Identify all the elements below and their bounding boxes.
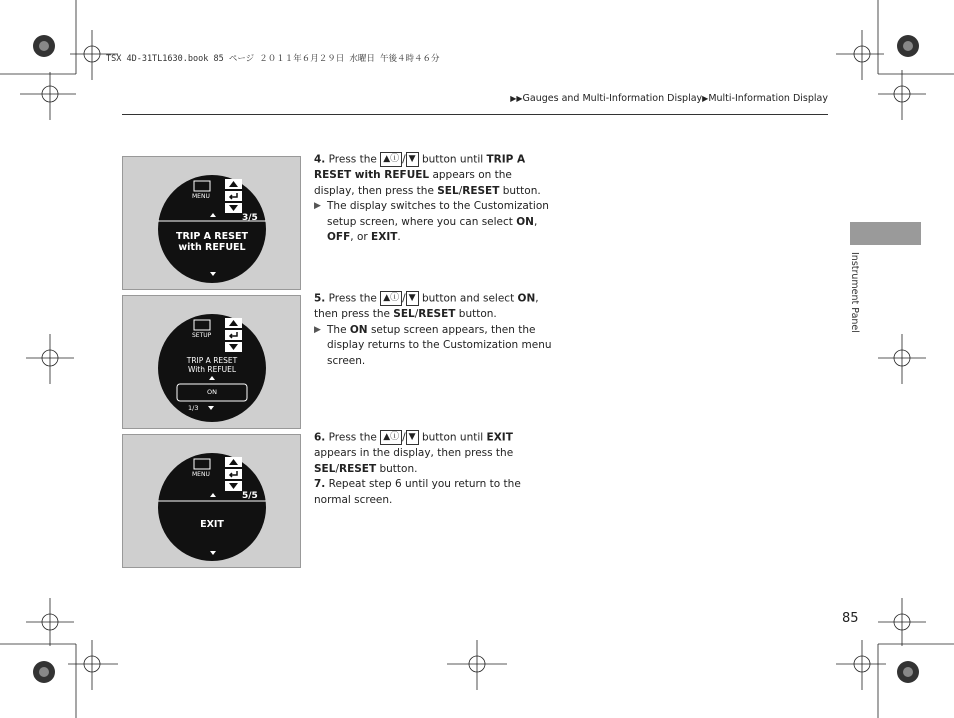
breadcrumb [510, 93, 828, 104]
display-panel-1 [122, 156, 301, 290]
step-4: 4. Press the ▲ⓘ / ▼ button until TRIP A RESET with REFUEL appears on the display, then press the SEL/RESET button. ▶ The display switches to the Customization setup screen, where you can select ON, OFF, or EXIT. [314, 152, 554, 246]
down-button-icon: ▼ [406, 152, 419, 167]
print-meta: TSX 4D-31TL1630.book 85 ページ ２０１１年６月２９日 水曜日 午後４時４６分 [106, 54, 440, 64]
display-screen [158, 314, 266, 422]
page-number: 85 [842, 611, 859, 626]
display-graphics [158, 453, 266, 561]
step-4-note: ▶ The display switches to the Customization setup screen, where you can select ON, OFF, or EXIT. [314, 200, 549, 243]
display-line-2: With REFUEL [187, 365, 237, 374]
display-line-1: TRIP A RESET [176, 231, 248, 242]
display-counter: 5/5 [242, 491, 258, 501]
up-info-button-icon: ▲ⓘ [380, 430, 402, 445]
display-panel-2 [122, 295, 301, 429]
breadcrumb-page[interactable]: Multi-Information Display [708, 93, 828, 104]
header-rule [122, 114, 828, 115]
triangle-bullet-icon: ▶ [314, 324, 321, 335]
up-info-button-icon: ▲ⓘ [380, 152, 402, 167]
display-line-1: EXIT [200, 519, 224, 530]
display-tag: MENU [192, 471, 210, 478]
display-screen [158, 175, 266, 283]
step-5-note: ▶ The ON setup screen appears, then the display returns to the Customization menu screen. [314, 323, 552, 367]
side-tab-label: Instrument Panel [849, 252, 860, 333]
breadcrumb-separator: ▶ [702, 94, 709, 103]
display-tag: SETUP [192, 332, 212, 339]
down-button-icon: ▼ [406, 291, 419, 306]
breadcrumb-arrow: ▶▶ [510, 94, 523, 103]
display-line-2: with REFUEL [178, 242, 246, 253]
display-panel-3 [122, 434, 301, 568]
display-counter: 3/5 [242, 213, 258, 223]
down-button-icon: ▼ [406, 430, 419, 445]
display-tag: MENU [192, 193, 210, 200]
display-graphics [158, 175, 266, 283]
up-info-button-icon: ▲ⓘ [380, 291, 402, 306]
breadcrumb-section[interactable]: Gauges and Multi-Information Display [522, 93, 703, 104]
display-screen [158, 453, 266, 561]
display-line-1: TRIP A RESET [186, 356, 238, 365]
side-tab[interactable] [850, 222, 921, 245]
display-counter: 1/3 [188, 404, 199, 412]
step-5: 5. Press the ▲ⓘ / ▼ button and select ON, then press the SEL/RESET button. ▶ The ON setup screen appears, then the display returns to the Customization menu screen. [314, 291, 554, 369]
display-option: ON [207, 388, 217, 396]
step-6: 6. Press the ▲ⓘ / ▼ button until EXIT appears in the display, then press the SEL/RESET button. [314, 431, 514, 475]
step-7: 7. Repeat step 6 until you return to the normal screen. [314, 478, 521, 506]
triangle-bullet-icon: ▶ [314, 201, 321, 211]
